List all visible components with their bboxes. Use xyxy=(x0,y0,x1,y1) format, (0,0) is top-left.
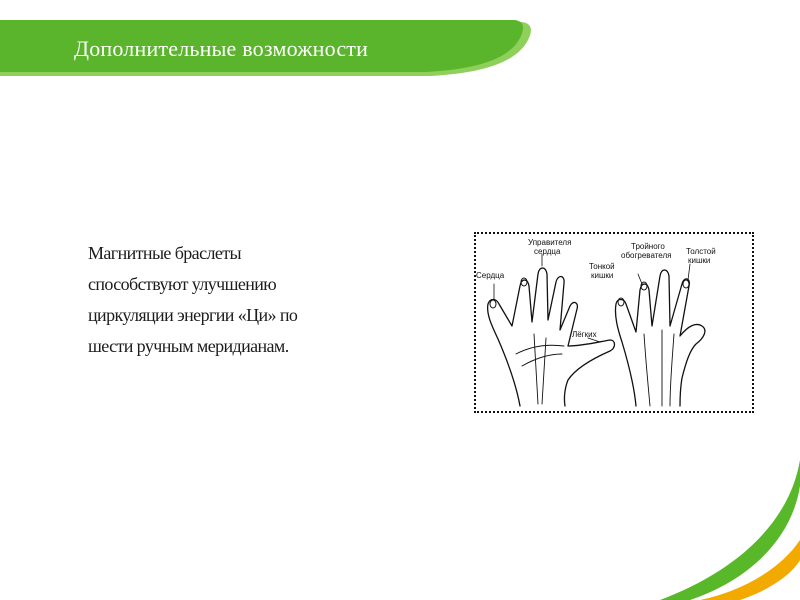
label-large-intestine-2: кишки xyxy=(688,256,711,265)
hand-meridians-figure xyxy=(474,232,754,413)
label-small-intestine-1: Тонкой xyxy=(589,262,615,271)
body-text-line: циркуляции энергии «Ци» по xyxy=(88,305,298,325)
label-heart: Сердца xyxy=(476,271,505,280)
body-text-line: Магнитные браслеты xyxy=(88,243,241,263)
label-triple-heater-1: Тройного xyxy=(631,242,665,251)
decorative-swoosh xyxy=(620,440,800,600)
left-palm-lines xyxy=(516,334,564,404)
label-small-intestine-2: кишки xyxy=(591,271,614,280)
body-text xyxy=(88,238,388,362)
label-large-intestine-1: Толстой xyxy=(686,247,716,256)
body-text-line: шести ручным меридианам. xyxy=(88,336,289,356)
right-hand-tendons xyxy=(644,330,674,406)
slide-title: Дополнительные возможности xyxy=(74,36,369,61)
label-lungs: Лёгких xyxy=(572,330,597,339)
label-heart-controller-1: Управителя xyxy=(528,238,572,247)
label-triple-heater-2: обогревателя xyxy=(621,251,672,260)
hand-meridians-diagram xyxy=(476,234,752,411)
right-hand-outline xyxy=(615,270,704,406)
body-text-line: способствуют улучшению xyxy=(88,274,277,294)
label-heart-controller-2: сердца xyxy=(534,247,561,256)
